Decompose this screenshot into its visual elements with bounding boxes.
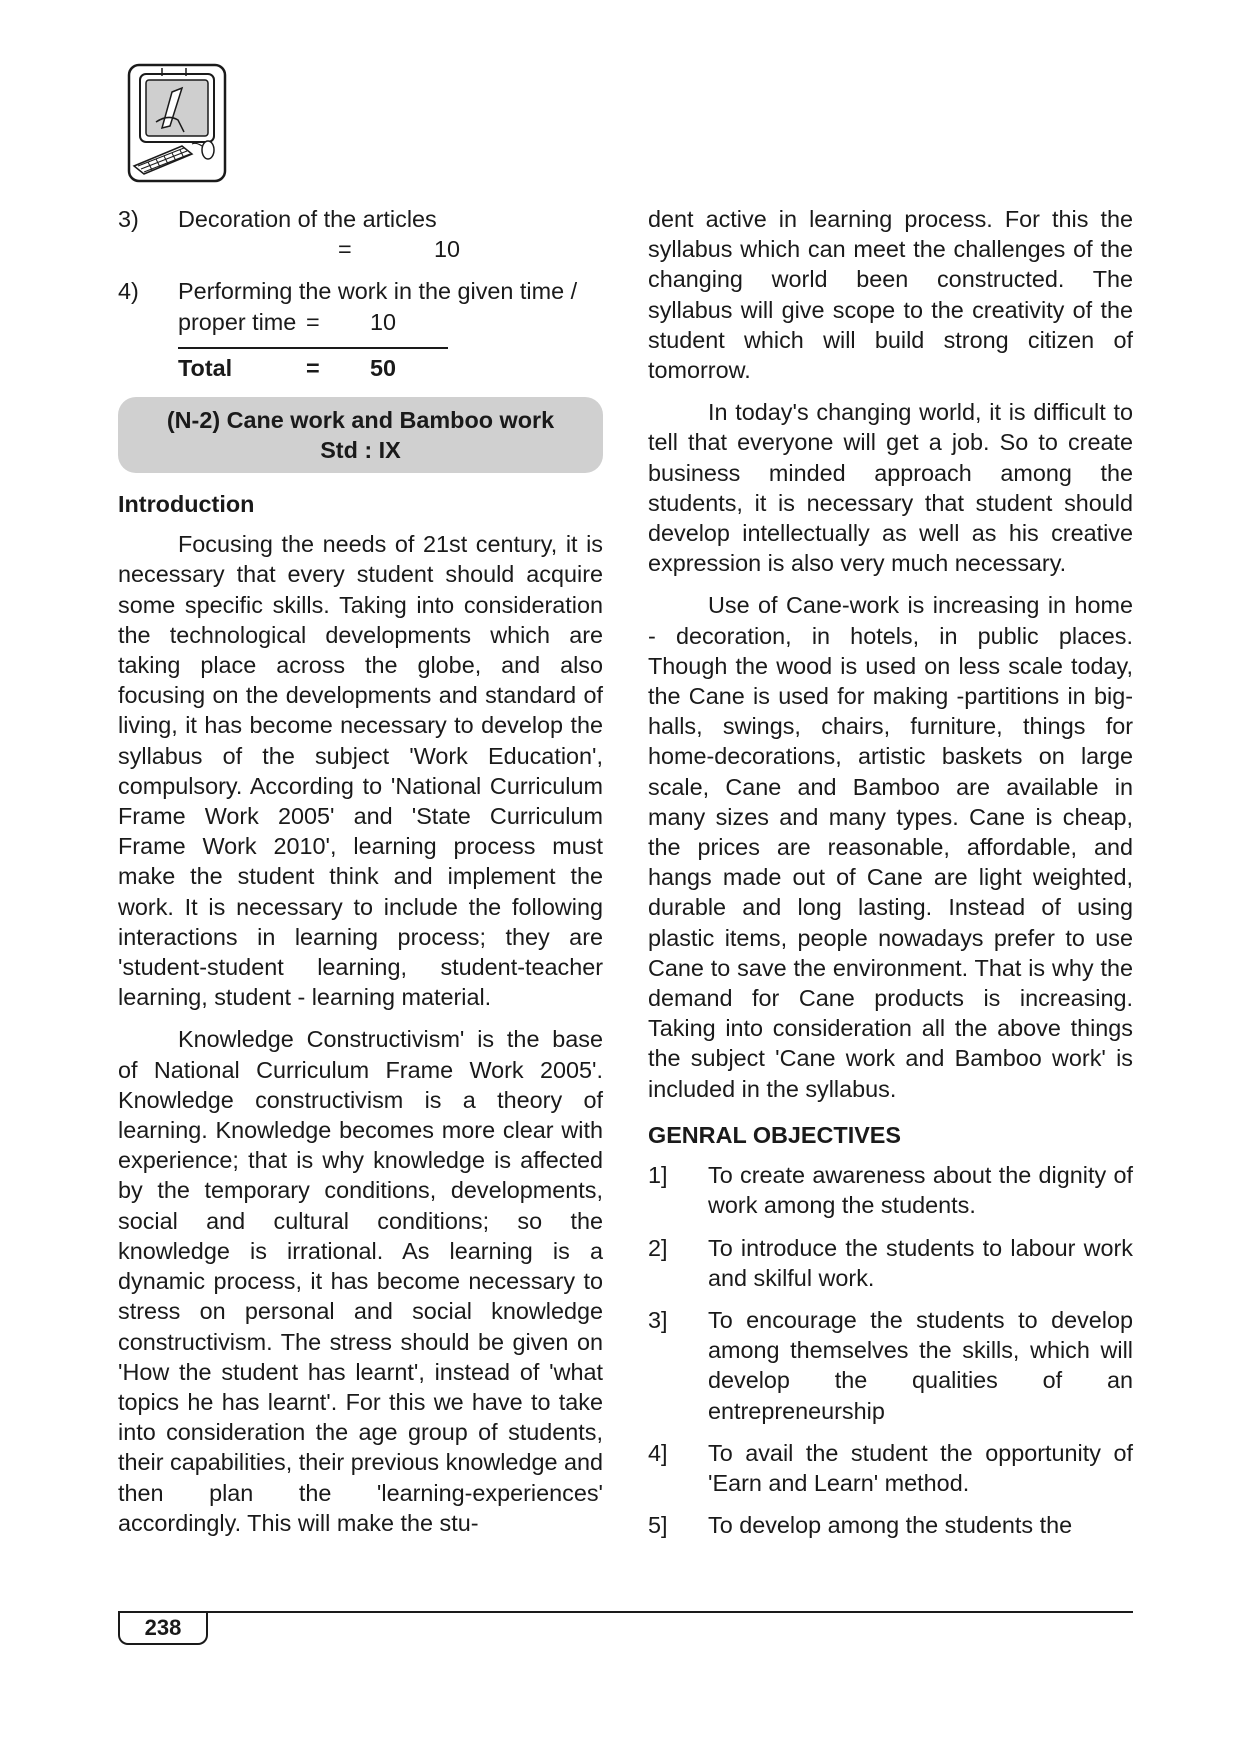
equals-sign: = [338,236,352,263]
list-item-number: 1] [648,1162,668,1189]
list-item [648,1305,1133,1426]
item-marks: 10 [434,236,461,263]
section-title: (N-2) Cane work and Bamboo work [166,407,555,434]
item-text-continued: proper time [178,308,297,335]
continued-paragraph: dent active in learning process. For this the syllabus which can meet the challenges of the changing world been constructed. The syllabus will give scope to the creativity of the student which will build strong citizen of tomorrow. [648,206,1133,384]
section-title-box [118,397,603,473]
marks-item-3 [118,204,603,264]
item-text: Performing the work in the given time / [178,278,578,305]
left-column [118,204,603,1538]
list-item-text: To create awareness about the dignity of work among the students. [708,1162,1133,1219]
list-item-number: 4] [648,1439,668,1466]
total-row [178,347,448,383]
list-item [648,1438,1133,1498]
list-item-text: To introduce the students to labour work and skilful work. [708,1234,1133,1291]
list-item-number: 2] [648,1234,668,1261]
list-item-text: To develop among the students the [708,1512,1073,1539]
list-item [648,1510,1133,1540]
section-standard: Std : IX [320,437,401,464]
footer-rule [118,1611,1133,1613]
list-item-text: To avail the student the opportunity of 'Earn and Learn' method. [708,1439,1133,1496]
item-text: Decoration of the articles [178,206,437,232]
right-column [648,204,1133,1540]
total-marks: 50 [370,354,397,381]
equals-sign: = [306,308,320,335]
computer-drawing-icon [126,62,228,184]
list-item-text: To encourage the students to develop among themselves the skills, which will develop the qualities of an entrepreneurship [708,1306,1133,1424]
page-number: 238 [118,1613,208,1645]
total-label: Total [178,354,233,381]
introduction-heading: Introduction [118,491,255,518]
marks-item-4 [118,276,603,336]
objectives-list [648,1160,1133,1540]
equals-sign: = [306,354,320,381]
item-number: 3) [118,206,139,232]
introduction-paragraph-1: Focusing the needs of 21st century, it is necessary that every student should acquire some specific skills. Taking into consideration the technological developments which are taking place across the globe, and also focusing on the developments and standard of living, it has become necessary to develop the syllabus of the subject 'Work Education', compulsory. According to 'National Curriculum Frame Work 2005' and 'State Curriculum Frame Work 2010', learning process must make the student think and implement the work. It is necessary to include the following interactions in learning process; they are 'student-student learning, student-teacher learning, student - learning material. [118,531,603,1011]
list-item [648,1160,1133,1220]
list-item [648,1233,1133,1293]
paragraph-changing-world: In today's changing world, it is difficult to tell that everyone will get a job. So to create business minded approach among the students, it is necessary that student should develop intellectually as well as his creative expression is also very much necessary. [648,399,1133,577]
introduction-paragraph-2: Knowledge Constructivism' is the base of National Curriculum Frame Work 2005'. Knowledge constructivism is a theory of learning. Knowledge becomes more clear with experience; that is why knowledge is affected by the temporary conditions, developments, social and cultural conditions; so the knowledge is irrational. As learning is a dynamic process, it has become necessary to stress on personal and social knowledge constructivism. The stress should be given on 'How the student has learnt', instead of 'what topics he has learnt'. For this we have to take into consideration the age group of students, their capabilities, their previous knowledge and then plan the 'learning-experiences' accordingly. This will make the stu- [118,1026,603,1536]
objectives-heading: GENRAL OBJECTIVES [648,1121,902,1148]
list-item-number: 5] [648,1512,668,1539]
paragraph-cane-work: Use of Cane-work is increasing in home - decoration, in hotels, in public places. Though the wood is used on less scale today, the Cane is used for making -partitions in big-halls, swings, chairs, furniture, things for home-decorations, artistic baskets on large scale, Cane and Bamboo are available in many sizes and many types. Cane is cheap, the prices are reasonable, affordable, and hangs made out of Cane are light weighted, durable and long lasting. Instead of using plastic items, people nowadays prefer to use Cane to save the environment. That is why the demand for Cane products is increasing. Taking into consideration all the above things the subject 'Cane work and Bamboo work' is included in the syllabus. [648,592,1133,1102]
item-number: 4) [118,278,139,305]
list-item-number: 3] [648,1306,668,1333]
item-marks: 10 [370,308,397,335]
